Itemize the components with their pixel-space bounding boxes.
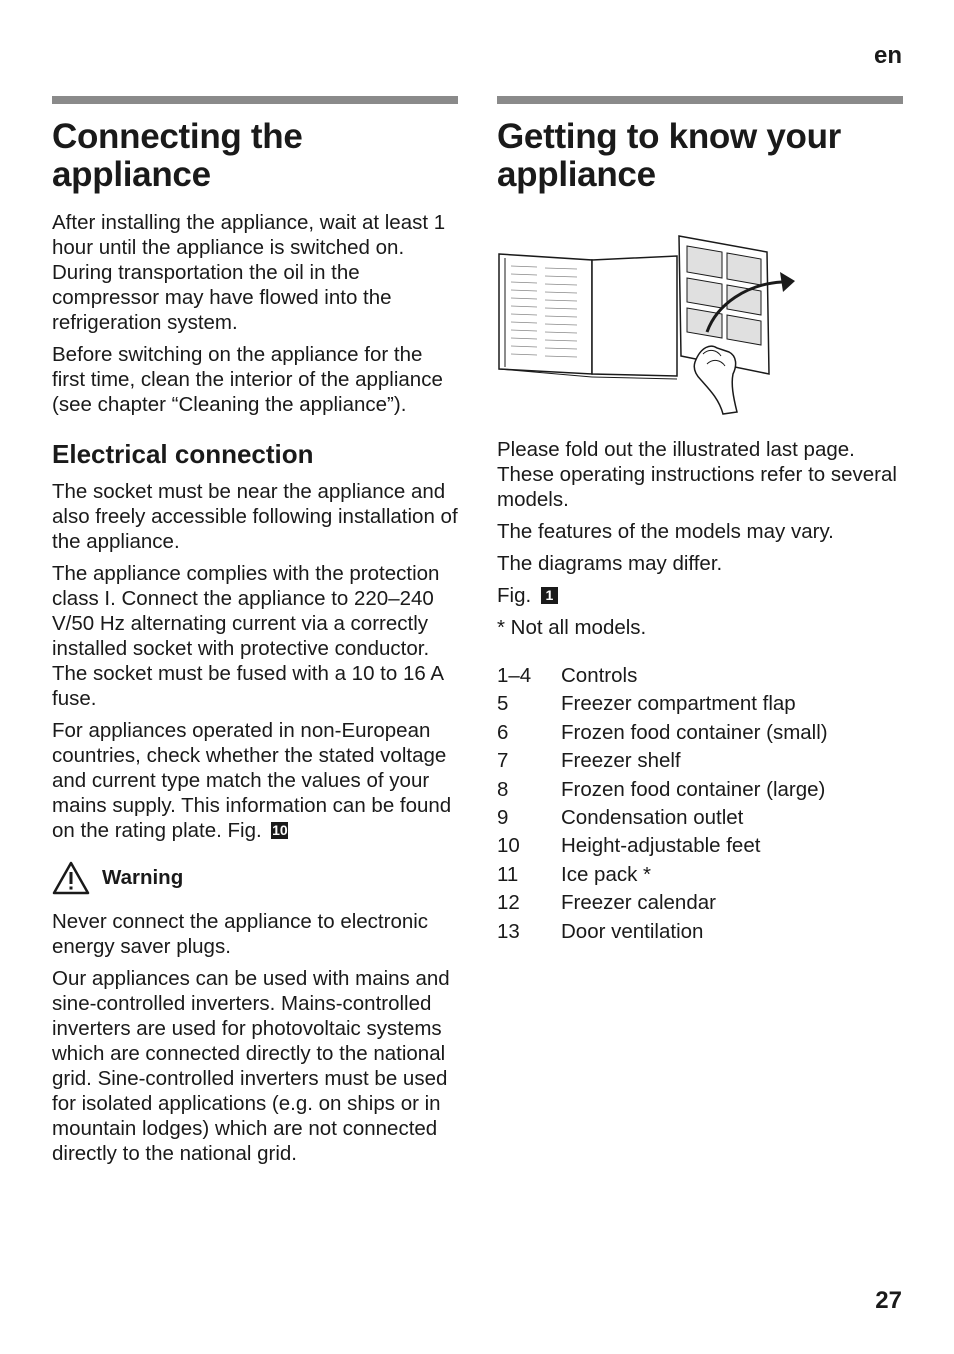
list-item <box>497 861 903 889</box>
item-label: Freezer compartment flap <box>561 692 796 716</box>
section-rule <box>52 96 458 104</box>
list-item <box>497 804 903 832</box>
list-item <box>497 719 903 747</box>
item-label: Height-adjustable feet <box>561 834 761 858</box>
paragraph: The appliance complies with the protection class I. Connect the appliance to 220–240 V/50 Hz alternating current via a correctly installed socket with protective conductor. The socket must be fused with a 10 to 16 A fuse. <box>52 562 443 710</box>
section-rule <box>497 96 903 104</box>
item-number: 5 <box>497 692 509 716</box>
paragraph: The diagrams may differ. <box>497 552 723 575</box>
item-number: 9 <box>497 806 509 830</box>
item-label: Door ventilation <box>561 919 704 943</box>
figure-line <box>497 583 903 608</box>
paragraph: The socket must be near the appliance and also freely accessible following installation of the appliance. <box>52 480 458 553</box>
component-list <box>497 662 903 946</box>
item-label: Freezer shelf <box>561 749 681 773</box>
item-number: 7 <box>497 749 509 773</box>
figure-reference: 10 <box>272 822 288 838</box>
item-number: 12 <box>497 891 520 915</box>
page-number: 27 <box>875 1287 902 1314</box>
language-code: en <box>873 42 902 69</box>
item-number: 6 <box>497 720 509 744</box>
list-item <box>497 662 903 690</box>
paragraph: Before switching on the appliance for the first time, clean the interior of the appliance (see chapter “Cleaning the appliance”). <box>52 343 443 416</box>
warning-label: Warning <box>102 866 184 889</box>
item-label: Freezer calendar <box>561 891 716 915</box>
item-number: 10 <box>497 834 520 858</box>
list-item <box>497 832 903 860</box>
item-number: 13 <box>497 919 520 943</box>
item-label: Controls <box>561 664 638 687</box>
list-item <box>497 889 903 917</box>
list-item <box>497 747 903 775</box>
section-title: Connecting the appliance <box>52 117 303 194</box>
subsection-title: Electrical connection <box>52 439 314 469</box>
item-label: Frozen food container (small) <box>561 720 828 744</box>
paragraph: The features of the models may vary. <box>497 520 834 543</box>
footnote: * Not all models. <box>497 616 647 639</box>
fold-out-page-illustration <box>497 234 807 424</box>
paragraph-text: For appliances operated in non-European countries, check whether the stated voltage and current type match the values of your mains supply. This information can be found on the rating plate. Fig. <box>52 719 452 842</box>
item-label: Ice pack * <box>561 862 652 886</box>
item-label: Condensation outlet <box>561 806 744 830</box>
item-label: Frozen food container (large) <box>561 777 826 801</box>
figure-label: Fig. <box>497 584 532 607</box>
item-number: 8 <box>497 777 509 801</box>
list-item <box>497 918 903 946</box>
paragraph: Our appliances can be used with mains and sine-controlled inverters. Mains-controlled inverters are used for photovoltaic systems which are connected directly to the national grid. Sine-controlled inverters must be used for isolated applications (e.g. on ships or in mountain lodges) which are not connected directly to the national grid. <box>52 967 450 1165</box>
paragraph: Never connect the appliance to electronic energy saver plugs. <box>52 910 429 958</box>
list-item <box>497 776 903 804</box>
list-item <box>497 690 903 718</box>
warning-icon <box>52 861 90 895</box>
connecting-section <box>52 96 458 1173</box>
getting-to-know-section <box>497 96 903 946</box>
paragraph <box>52 718 458 843</box>
item-number: 1–4 <box>497 664 532 687</box>
warning-heading <box>52 861 458 895</box>
paragraph: Please fold out the illustrated last page. These operating instructions refer to several models. <box>497 438 897 511</box>
item-number: 11 <box>497 862 519 886</box>
paragraph: After installing the appliance, wait at least 1 hour until the appliance is switched on. During transportation the oil in the compressor may have flowed into the refrigeration system. <box>52 211 446 334</box>
section-title: Getting to know your appliance <box>497 117 841 194</box>
figure-reference: 1 <box>541 587 558 604</box>
